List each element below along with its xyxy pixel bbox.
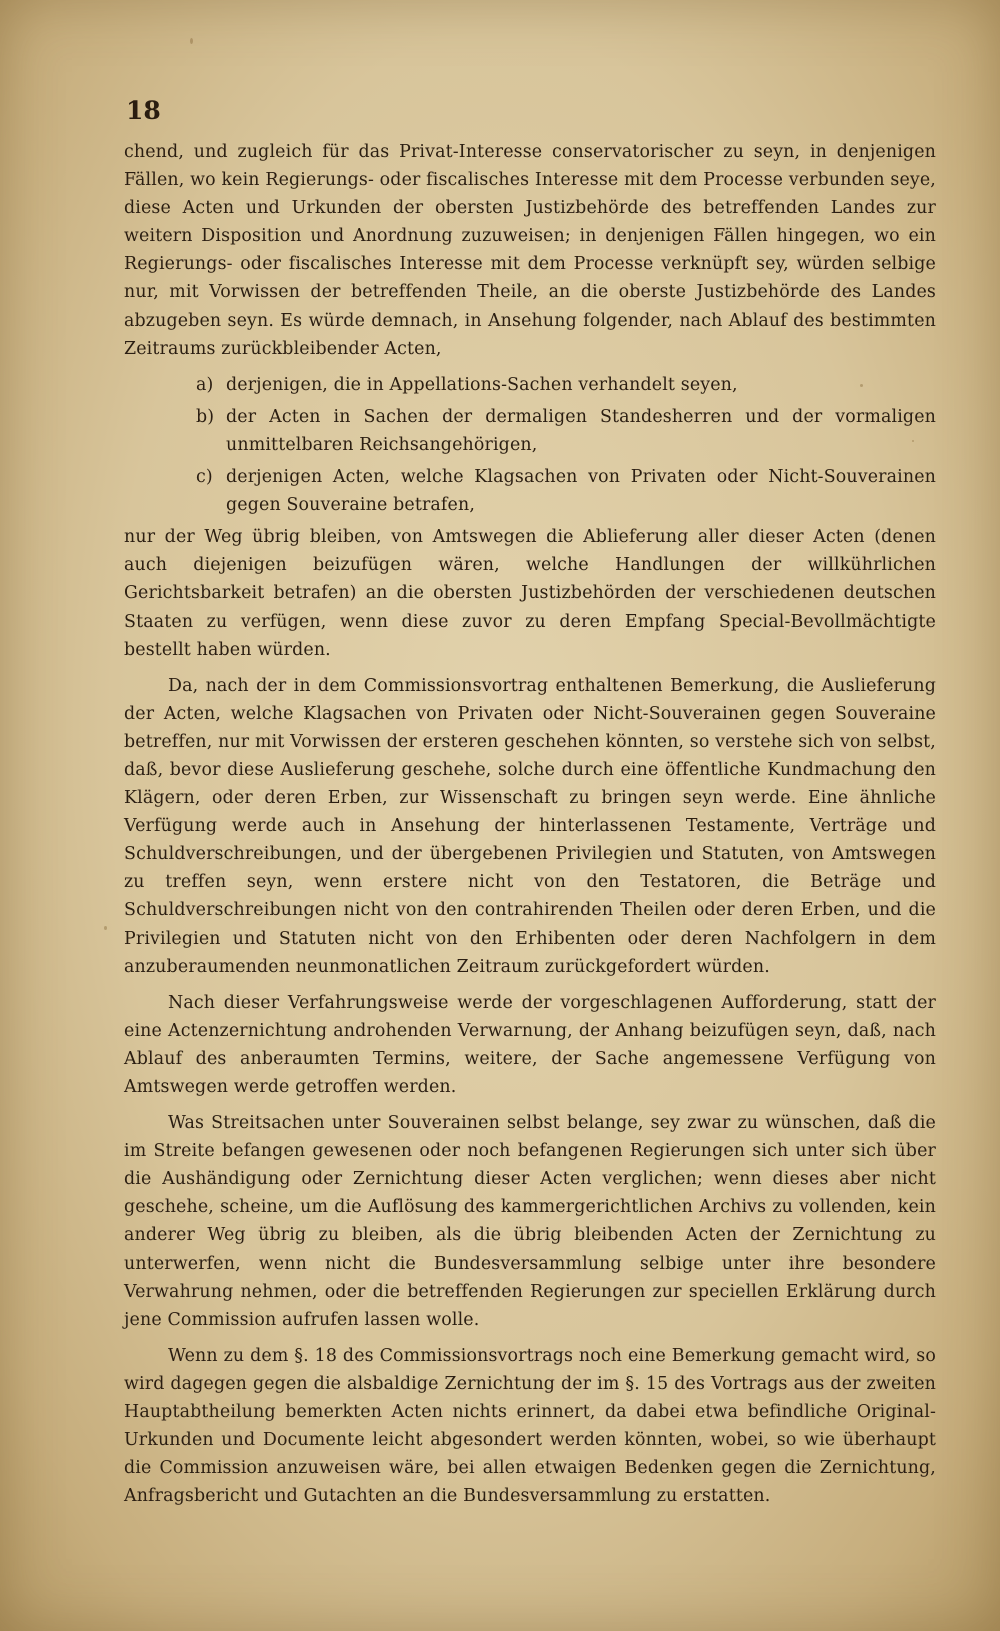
paragraph: Wenn zu dem §. 18 des Commissionsvortrags noch eine Bemerkung gemacht wird, so wird dagegen gegen die alsbaldige Zernichtung der im §. 15 des Vortrags aus der zweiten Hauptabtheilung bemerkten Acten nichts erinnert, da dabei etwa befindliche Original-Urkunden und Documente leicht abgesondert werden könnten, wobei, so wie überhaupt die Commission anzuweisen wäre, bei allen etwaigen Bedenken gegen die Zernichtung, Anfragsbericht und Gutachten an die Bundesversammlung zu erstatten. xyxy=(124,1345,936,1507)
paper-speck xyxy=(104,926,107,930)
paragraph: nur der Weg übrig bleiben, von Amtswegen die Ablieferung aller dieser Acten (denen auch diejenigen beizufügen wären, welche Handlungen der willkührlichen Gerichtsbarkeit betrafen) an die obersten Justizbehörden der verschiedenen deutschen Staaten zu verfügen, wenn diese zuvor zu deren Empfang Special-Bevollmächtigte bestellt haben würden. xyxy=(124,527,936,660)
list-item-text: der Acten in Sachen der dermaligen Standesherren und der vormaligen unmittelbaren Reichsangehörigen, xyxy=(226,406,936,455)
enumerated-list xyxy=(124,371,936,519)
list-item xyxy=(124,371,936,399)
list-item xyxy=(124,403,936,459)
page-text xyxy=(124,138,936,1510)
paragraph: chend, und zugleich für das Privat-Interesse conservatorischer zu seyn, in denjenigen Fällen, wo kein Regierungs- oder fiscalisches Interesse mit dem Processe verbunden seye, diese Acten und Urkunden der obersten Justizbehörde des betreffenden Landes zur weitern Disposition und Anordnung zuzuweisen; in denjenigen Fällen hingegen, wo ein Regierungs- oder fiscalisches Interesse mit dem Processe verknüpft sey, würden selbige nur, mit Vorwissen der betreffenden Theile, an die oberste Justizbehörde des Landes abzugeben seyn. Es würde demnach, in Ansehung folgender, nach Ablauf des bestimmten Zeitraums zurückbleibender Acten, xyxy=(124,142,936,359)
list-item-text: derjenigen Acten, welche Klagsachen von Privaten oder Nicht-Souverainen gegen Souveraine betrafen, xyxy=(226,467,936,516)
list-item-label: c) xyxy=(196,467,213,488)
page-number: 18 xyxy=(126,96,161,125)
paper-speck xyxy=(190,38,193,44)
list-item xyxy=(124,463,936,519)
paragraph: Da, nach der in dem Commissionsvortrag enthaltenen Bemerkung, die Auslieferung der Acten, welche Klagsachen von Privaten oder Nicht-Souverainen gegen Souveraine betreffen, nur mit Vorwissen der ersteren geschehen könnten, so verstehe sich von selbst, daß, bevor diese Auslieferung geschehe, solche durch eine öffentliche Kundmachung den Klägern, oder deren Erben, zur Wissenschaft zu bringen seyn werde. Eine ähnliche Verfügung werde auch in Ansehung der hinterlassenen Testamente, Verträge und Schuldverschreibungen, und der übergebenen Privilegien und Statuten, von Amtswegen zu treffen seyn, wenn erstere nicht von den Testatoren, die Beträge und Schuldverschreibungen nicht von den contrahirenden Theilen oder deren Erben, und die Privilegien und Statuten nicht von den Erhibenten oder deren Nachfolgern in dem anzuberaumenden neunmonatlichen Zeitraum zurückgefordert würden. xyxy=(124,675,936,977)
paragraph: Was Streitsachen unter Souverainen selbst belange, sey zwar zu wünschen, daß die im Streite befangen gewesenen oder noch befangenen Regierungen sich unter sich über die Aushändigung oder Zernichtung dieser Acten verglichen; wenn dieses aber nicht geschehe, scheine, um die Auflösung des kammergerichtlichen Archivs zu vollenden, kein anderer Weg übrig zu bleiben, als die übrig bleibenden Acten der Zernichtung zu unterwerfen, wenn nicht die Bundesversammlung selbige unter ihre besondere Verwahrung nehmen, oder die betreffenden Regierungen zur speciellen Erklärung durch jene Commission aufrufen lassen wolle. xyxy=(124,1113,936,1330)
list-item-label: b) xyxy=(196,406,215,427)
list-item-label: a) xyxy=(196,374,214,395)
paragraph: Nach dieser Verfahrungsweise werde der vorgeschlagenen Aufforderung, statt der eine Actenzernichtung androhenden Verwarnung, der Anhang beizufügen seyn, daß, nach Ablauf des anberaumten Termins, weitere, der Sache angemessene Verfügung von Amtswegen werde getroffen werden. xyxy=(124,992,936,1097)
list-item-text: derjenigen, die in Appellations-Sachen verhandelt seyen, xyxy=(226,374,738,395)
